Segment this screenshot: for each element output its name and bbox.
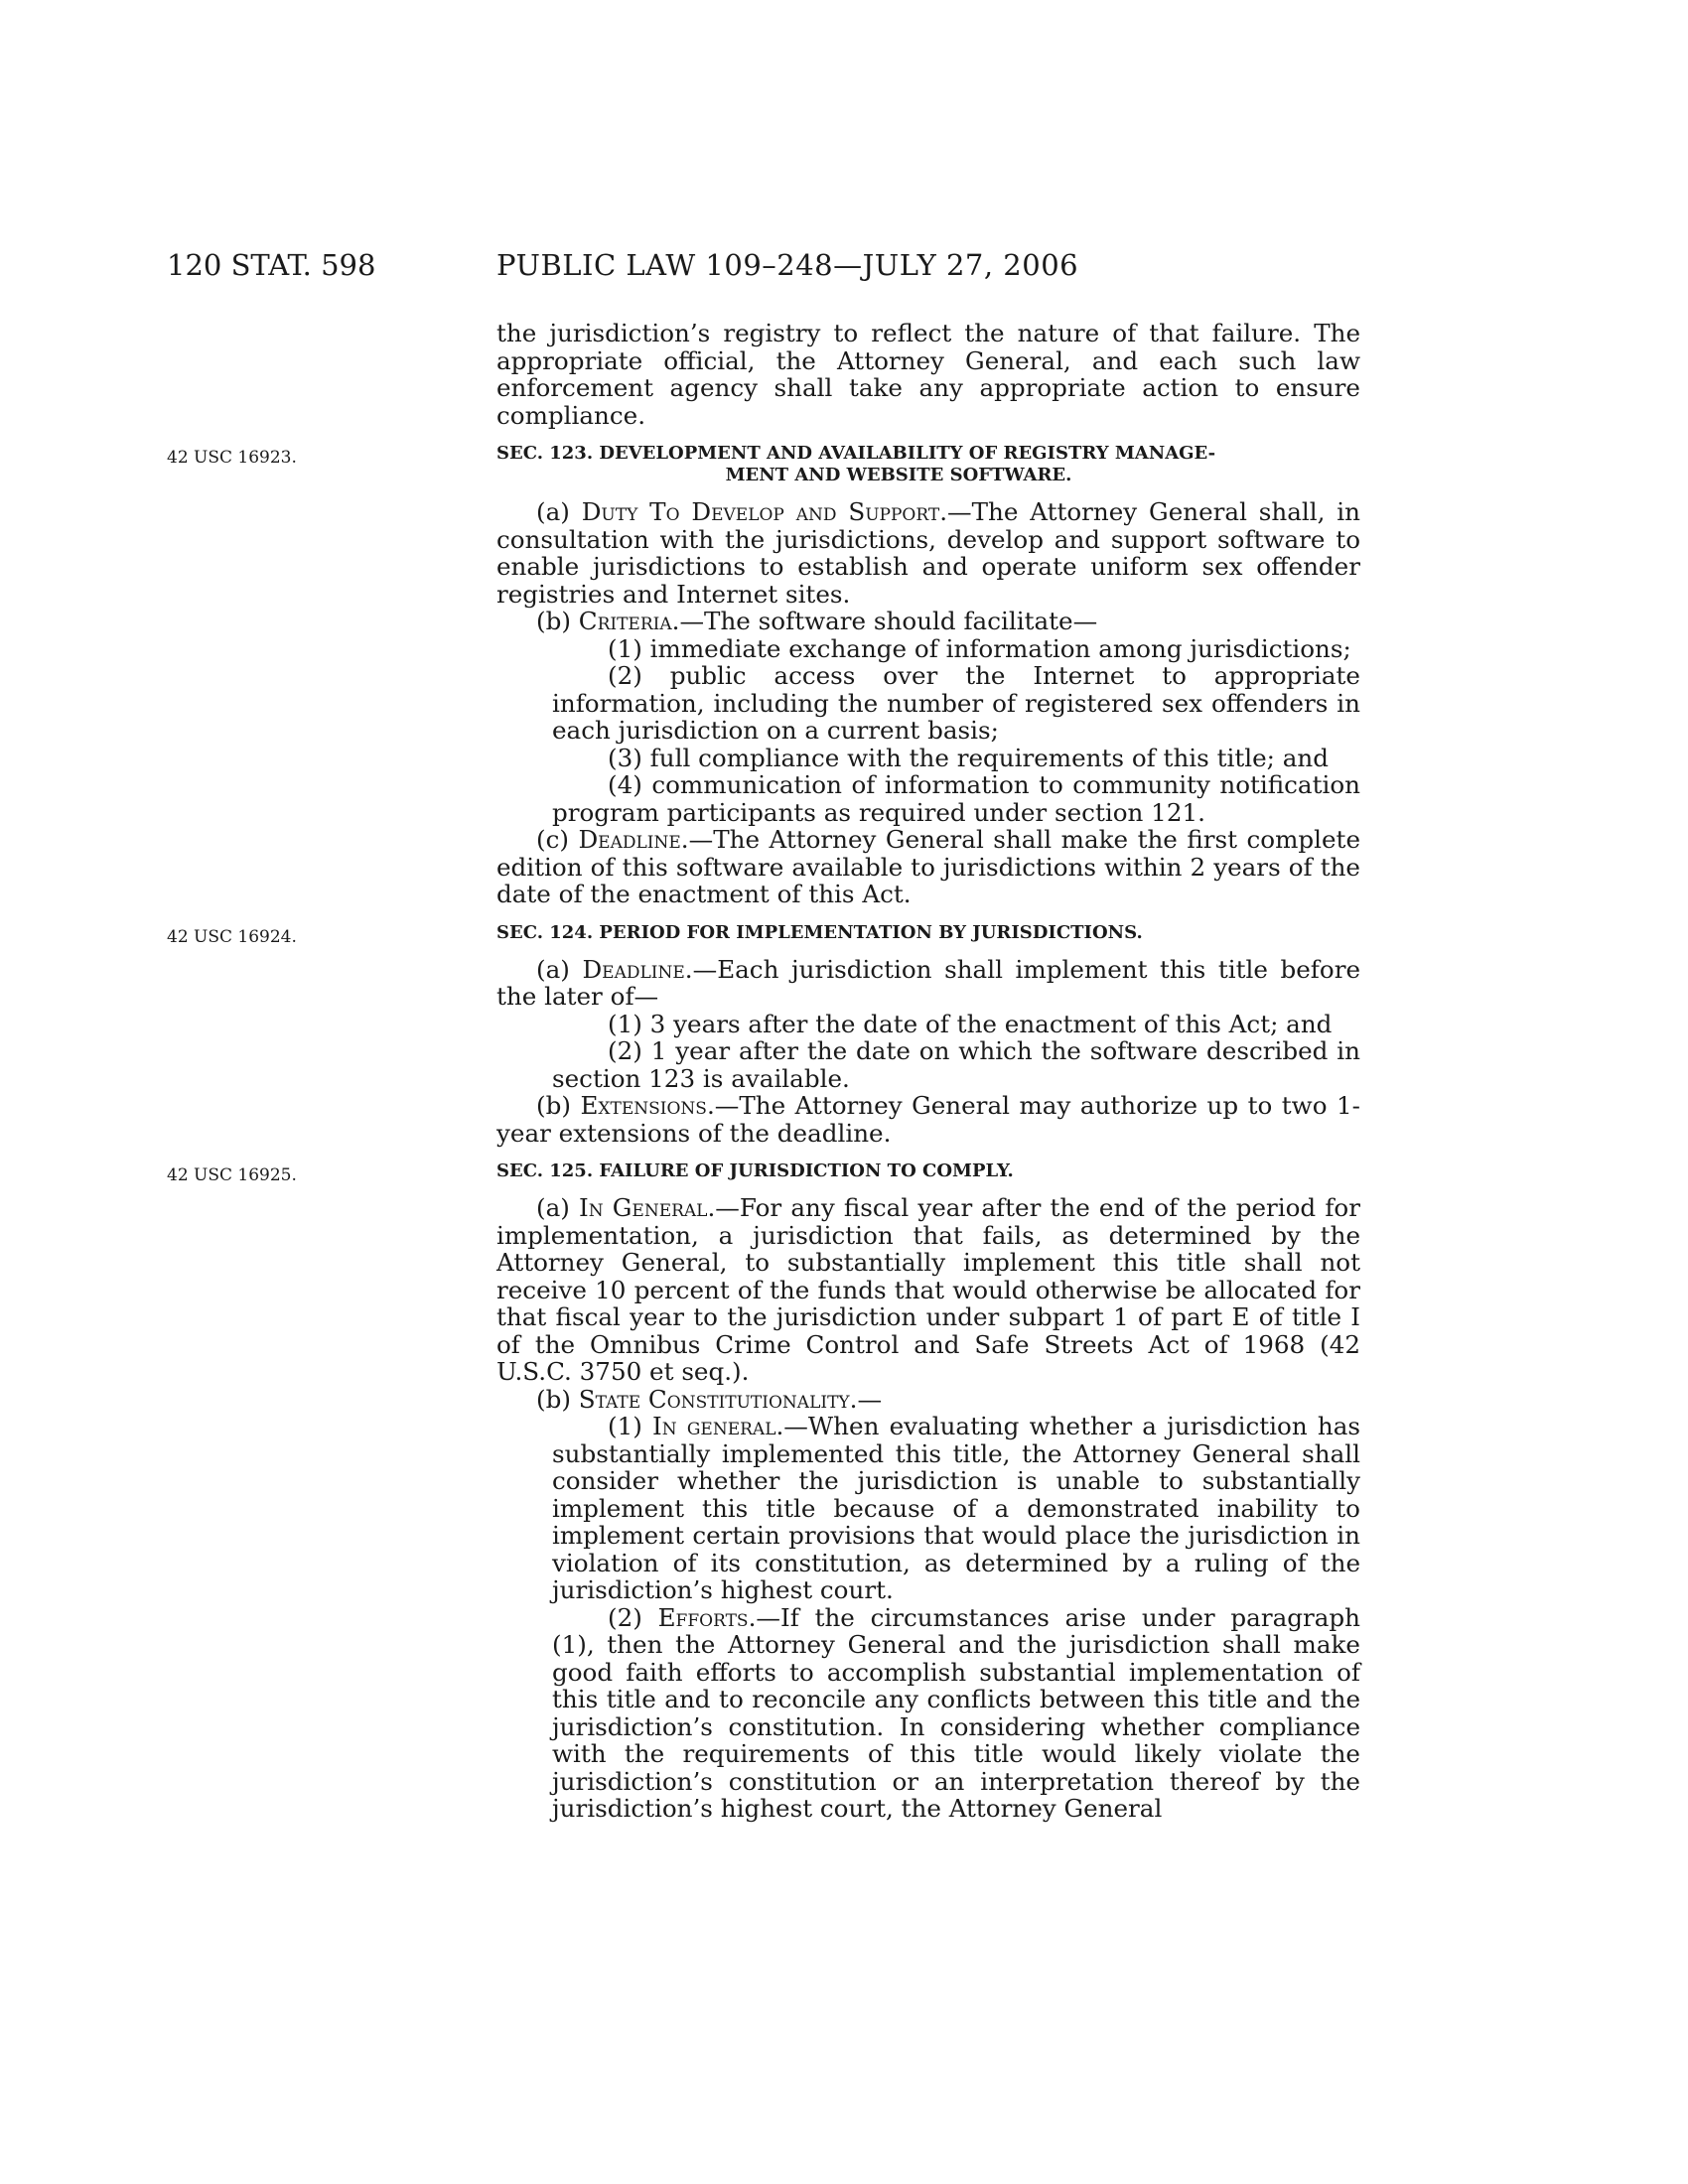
paragraph-text: .—When evaluating whether a jurisdiction has substantially implemented this title, the Attorney General shall consider whether the jurisdiction is unable to substantially implement this title because of a demonstrated inability to implement certain provisions that would place the jurisdiction in violation of its constitution, as determined by a ruling of the jurisdiction’s highest court.	[552, 1412, 1360, 1604]
subsection-b	[496, 1386, 1360, 1414]
statute-body	[167, 319, 1361, 1823]
subsection-text: .—The Attorney General shall make the first complete edition of this software available to jurisdictions within 2 years of the date of the enactment of this Act.	[496, 825, 1360, 908]
paragraph-label: (2)	[608, 1602, 658, 1632]
subsection-a	[496, 1194, 1360, 1386]
paragraph-label: (1)	[608, 1412, 653, 1440]
paragraph-a2: (2) 1 year after the date on which the software described in section 123 is available.	[552, 1036, 1360, 1093]
subsection-label: (c)	[536, 825, 579, 854]
subsection-b	[496, 608, 1360, 635]
running-title: PUBLIC LAW 109–248—JULY 27, 2006	[496, 248, 1079, 282]
paragraph-b1: (1) immediate exchange of information among jurisdictions;	[608, 633, 1351, 663]
subsection-a	[496, 498, 1360, 608]
subsection-text: .—The Attorney General may authorize up to two 1-year extensions of the deadline.	[496, 1091, 1360, 1148]
section-heading-line-1: SEC. 123. DEVELOPMENT AND AVAILABILITY OF REGISTRY MANAGE-	[496, 443, 1216, 464]
section-123	[167, 443, 1361, 908]
paragraph-b4: (4) communication of information to community notification program participants as required under section 121.	[552, 770, 1360, 827]
subsection-heading: Deadline	[582, 954, 685, 984]
subsection-text: .—The Attorney General shall, in consultation with the jurisdictions, develop and support software to enable jurisdictions to establish and operate uniform sex offender registries and Internet sites.	[496, 497, 1361, 609]
section-124	[167, 921, 1361, 1148]
section-heading: SEC. 124. PERIOD FOR IMPLEMENTATION BY JURISDICTIONS.	[496, 921, 1143, 943]
usc-margin-note: 42 USC 16923.	[167, 448, 297, 468]
paragraph-text: .—If the circumstances arise under paragraph (1), then the Attorney General and the jurisdiction shall make good faith efforts to accomplish substantial implementation of this title and to reconcile any conflicts between this title and the jurisdiction’s constitution. In considering whether compliance with the requirements of this title would likely violate the jurisdiction’s constitution or an interpretation thereof by the jurisdiction’s highest court, the Attorney General	[552, 1602, 1360, 1823]
paragraph-a1: (1) 3 years after the date of the enactment of this Act; and	[608, 1009, 1333, 1038]
subsection-heading: Criteria	[578, 607, 672, 635]
subsection-label: (b)	[536, 607, 579, 635]
subsection-label: (a)	[536, 497, 582, 526]
subsection-heading: State Constitutionality	[578, 1384, 850, 1414]
page-header	[0, 248, 1688, 288]
paragraph-b2	[496, 1604, 1360, 1823]
usc-margin-note: 42 USC 16924.	[167, 926, 297, 947]
paragraph-heading: In general	[652, 1412, 776, 1440]
intro-paragraph: the jurisdiction’s registry to reflect the nature of that failure. The appropriate official, the Attorney General, and each such law enforcement agency shall take any appropriate action to ensure compliance.	[496, 319, 1360, 430]
subsection-heading: Duty To Develop and Support	[581, 497, 940, 526]
subsection-text: .—	[849, 1384, 883, 1414]
paragraph-heading: Efforts	[657, 1602, 749, 1632]
subsection-text: .—For any fiscal year after the end of the period for implementation, a jurisdiction that fails, as determined by the Attorney General, to substantially implement this title shall not receive 10 percent of the funds that would otherwise be allocated for that fiscal year to the jurisdiction under subpart 1 of part E of title I of the Omnibus Crime Control and Safe Streets Act of 1968 (42 U.S.C. 3750 et seq.).	[496, 1193, 1360, 1386]
paragraph-b3: (3) full compliance with the requirements of this title; and	[608, 743, 1329, 772]
subsection-label: (b)	[536, 1384, 579, 1414]
subsection-label: (a)	[536, 1193, 580, 1222]
subsection-b	[496, 1092, 1360, 1147]
subsection-heading: Deadline	[578, 825, 681, 854]
subsection-text: .—Each jurisdiction shall implement this title before the later of—	[496, 954, 1361, 1011]
stat-citation: 120 STAT. 598	[167, 248, 376, 282]
subsection-heading: In General	[579, 1193, 708, 1222]
subsection-heading: Extensions	[580, 1091, 707, 1120]
section-heading	[496, 443, 1360, 486]
section-heading: SEC. 125. FAILURE OF JURISDICTION TO COMPLY.	[496, 1160, 1014, 1181]
section-heading-line-2: MENT AND WEBSITE SOFTWARE.	[725, 465, 1072, 485]
usc-margin-note: 42 USC 16925.	[167, 1165, 297, 1185]
subsection-c	[496, 826, 1360, 908]
subsection-a	[496, 956, 1360, 1011]
section-125	[167, 1160, 1360, 1823]
subsection-label: (a)	[536, 954, 583, 984]
subsection-text: .—The software should facilitate—	[671, 607, 1098, 635]
paragraph-b1	[496, 1413, 1360, 1604]
paragraph-b2: (2) public access over the Internet to appropriate information, including the number of registered sex offenders in each jurisdiction on a current basis;	[552, 661, 1360, 745]
subsection-label: (b)	[536, 1091, 581, 1120]
